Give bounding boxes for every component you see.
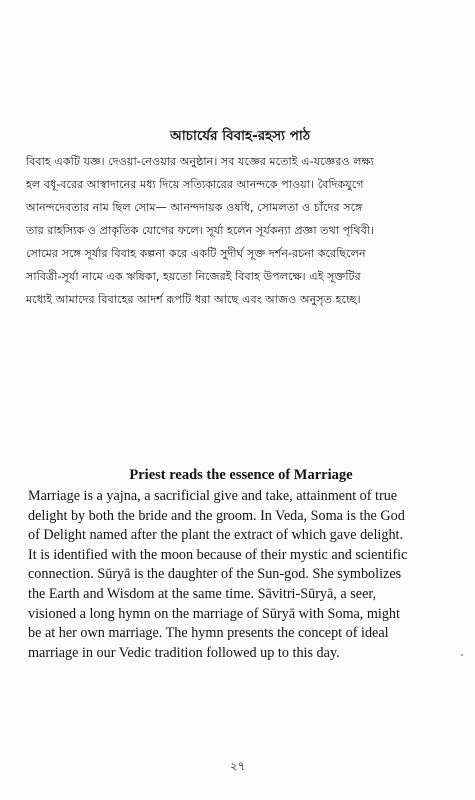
english-line: of Delight named after the plant the extract of which gave delight. [28, 527, 404, 544]
bengali-line: আনন্দদেবতার নাম ছিল সোম— আনন্দদায়ক ওষধি, সোমলতা ও চাঁদের সঙ্গে [26, 201, 363, 214]
bengali-section [26, 126, 454, 311]
english-line: visioned a long hymn on the marriage of Sūryā with Soma, might [28, 605, 400, 622]
english-section [28, 464, 454, 663]
bengali-heading: আচার্যের বিবাহ-রহস্য পাঠ [169, 128, 311, 144]
bengali-line: মধ্যেই আমাদের বিবাহের আদর্শ রূপটি ধরা আছে এবং আজও অনুসৃত হচ্ছে। [26, 293, 361, 306]
english-line: delight by both the bride and the groom. In Veda, Soma is the God [28, 507, 405, 524]
english-line: the Earth and Wisdom at the same time. Sāvitri-Sūryā, a seer, [28, 585, 377, 602]
bengali-line: হল বধূ-বরের আস্বাদানের মধ্য দিয়ে সত্যিকারের আনন্দকে পাওয়া। বৈদিকযুগে [26, 178, 364, 191]
english-line: connection. Sūryā is the daughter of the Sun-god. She symbolizes [28, 566, 402, 583]
english-line: marriage in our Vedic tradition followed up to this day. [28, 644, 340, 661]
page-number: ২৭ [229, 759, 246, 773]
english-line: be at her own marriage. The hymn presents the concept of ideal [28, 625, 389, 642]
bengali-paragraph [26, 150, 454, 311]
english-heading: Priest reads the essence of Marriage [129, 467, 353, 483]
bengali-line: বিবাহ একটি যজ্ঞ। দেওয়া-নেওয়ার অনুষ্ঠান। সব যজ্ঞের মতোই এ-যজ্ঞেরও লক্ষ্য [26, 155, 374, 168]
english-line: It is identified with the moon because of their mystic and scientific [28, 546, 408, 563]
bengali-line: তার রাহস্যিক ও প্রাকৃতিক যোগের ফলে। সূর্যা হলেন সূর্যকন্যা প্রজ্ঞা তথা পৃথিবী। [26, 224, 375, 237]
bengali-line: সোমের সঙ্গে সূর্যার বিবাহ কল্পনা করে একটি সুদীর্ঘ সূক্ত দর্শন-রচনা করেছিলেন [26, 247, 366, 260]
bengali-line: সাবিত্রী-সূর্যা নামে এক ঋষিকা, হয়তো নিজেরই বিবাহ উপলক্ষে। এই সূক্তটির [26, 270, 361, 283]
english-line: Marriage is a yajna, a sacrificial give and take, attainment of true [28, 488, 398, 504]
print-speck [461, 654, 463, 656]
english-paragraph [28, 487, 454, 663]
